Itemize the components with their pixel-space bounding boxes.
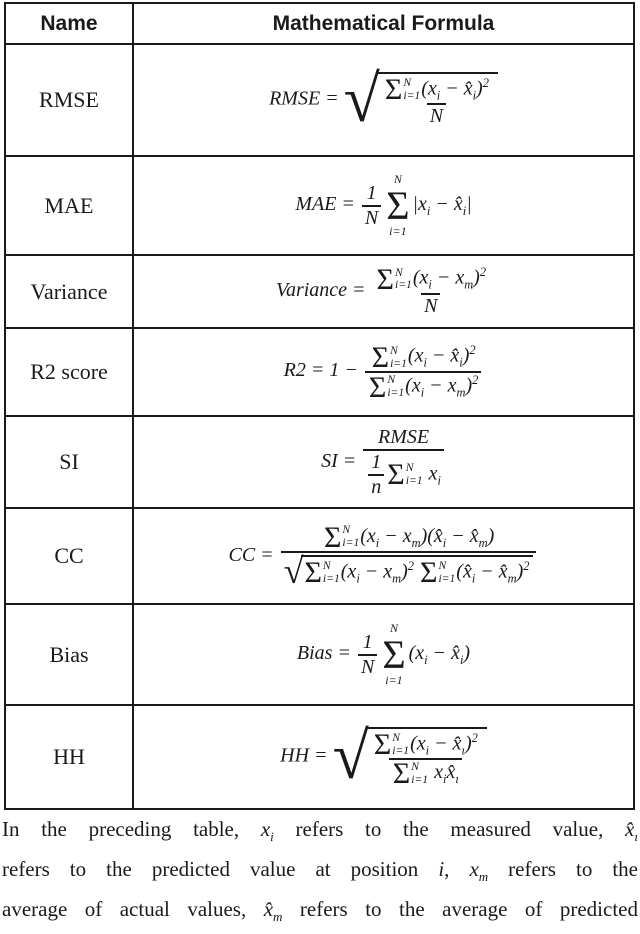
metric-name: MAE — [5, 156, 133, 255]
metric-name: SI — [5, 416, 133, 508]
formula-cell: Variance = Σ N i=1 $(x_i - x_m)^2$ N — [133, 255, 634, 328]
table-row — [5, 156, 634, 255]
table-row — [5, 604, 634, 705]
metric-name: RMSE — [5, 44, 133, 156]
formula-cell: R2 = 1 − Σ N i=1 ($x_i$ − $x̂_i)^2$ Σ N i=1 $(x_i - x_m)^2$ — [133, 328, 634, 416]
formula-cell: SI = RMSE $\frac{1}{n}$ Σ N i=1 $x_i$ — [133, 416, 634, 508]
paper-page — [0, 2, 640, 925]
footnote-paragraph — [2, 813, 638, 934]
table-row — [5, 328, 634, 416]
footnote-line: In the preceding table, $x_i$ refers to the measured value, $x̂_ı$ — [2, 817, 638, 845]
formula-cell: HH = √ Σ N i=1 ($x_i$ − $x̂_ı)^2$ Σ N i=1 $x_ix̂_ı$ — [133, 705, 634, 809]
metric-name: Bias — [5, 604, 133, 705]
header-row — [5, 3, 634, 44]
formula-cell: Bias = $\frac{1}{N}$ N Σ i=1 ($x_i$ − $x̂_i$) — [133, 604, 634, 705]
formulas-table — [4, 2, 635, 810]
metric-name: HH — [5, 705, 133, 809]
metric-name: Variance — [5, 255, 133, 328]
table-row — [5, 508, 634, 604]
table-row — [5, 44, 634, 156]
column-header-name: Name — [5, 3, 133, 44]
table-row — [5, 255, 634, 328]
metric-name: R2 score — [5, 328, 133, 416]
table-row — [5, 416, 634, 508]
table-row — [5, 705, 634, 809]
footnote-line: average of actual values, $x̂_m$ refers to the average of predicted — [2, 897, 638, 925]
formula-cell: MAE = $\frac{1}{N}$ N Σ i=1 $|x_i$ − $x̂_i|$ — [133, 156, 634, 255]
column-header-formula: Mathematical Formula — [133, 3, 634, 44]
metric-name: CC — [5, 508, 133, 604]
formula-cell: RMSE = √ Σ N i=1 ($x_i$ − $x̂_i)^2$ N — [133, 44, 634, 156]
formula-cell: CC = Σ N i=1 ($x_i$ − $x_m)(x̂_i$ − $x̂_m$) √ Σ N i=1 $(x_i - x_m)^2$ Σ N i=1 ($x̂_i$ − $x̂_m)^2$ — [133, 508, 634, 604]
footnote-line: refers to the predicted value at position i, $x_m$ refers to the — [2, 857, 638, 885]
